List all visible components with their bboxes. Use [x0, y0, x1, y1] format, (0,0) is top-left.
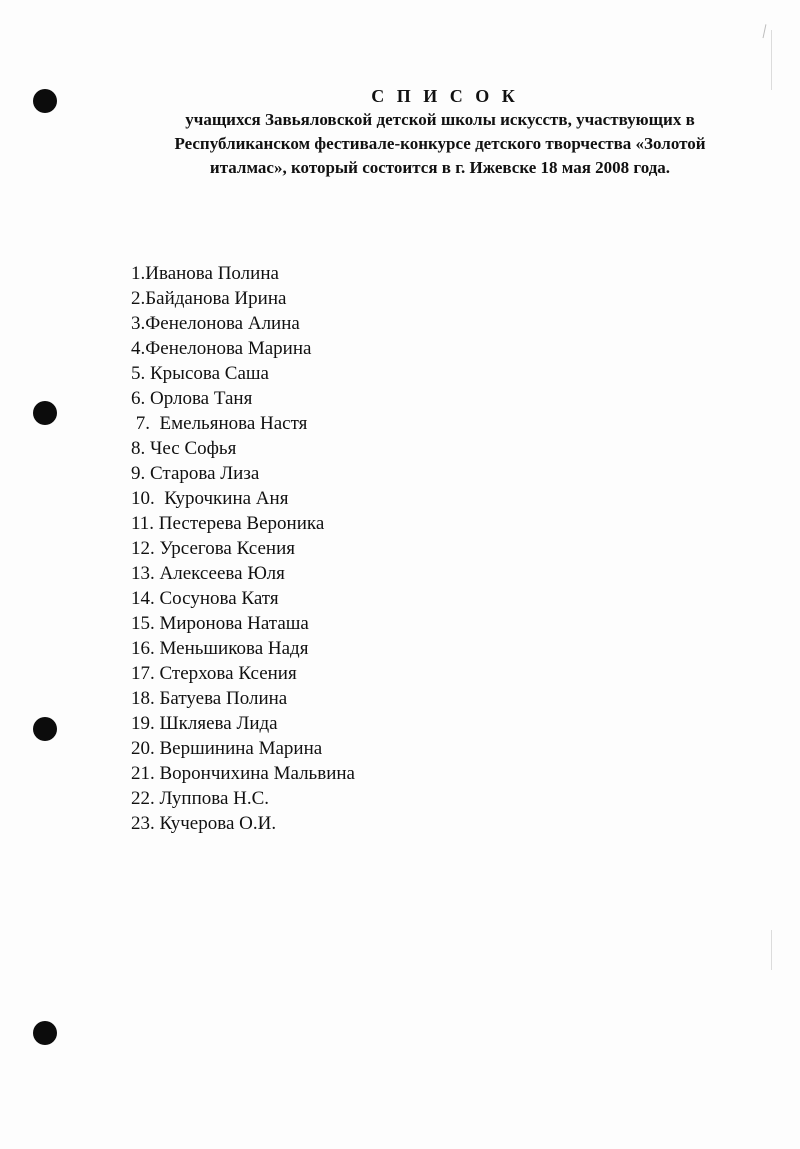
participant-item: 15. Миронова Наташа	[131, 613, 309, 634]
participant-item: 9. Старова Лиза	[131, 463, 260, 484]
scan-edge-line	[771, 930, 772, 970]
participant-item: 13. Алексеева Юля	[131, 563, 285, 584]
document-title: С П И С О К	[371, 86, 519, 106]
punch-hole	[33, 1021, 57, 1045]
participant-item: 8. Чес Софья	[131, 438, 237, 459]
document-subtitle-line: учащихся Завьяловской детской школы искусств, участвующих в	[185, 110, 695, 129]
punch-hole	[33, 401, 57, 425]
participant-item: 1.Иванова Полина	[131, 263, 279, 284]
document-subtitle-line: Республиканском фестивале-конкурсе детского творчества «Золотой	[174, 134, 706, 153]
participant-item: 23. Кучерова О.И.	[131, 813, 277, 834]
participant-item: 3.Фенелонова Алина	[131, 313, 300, 334]
participant-item: 2.Байданова Ирина	[131, 288, 287, 309]
participant-item: 12. Урсегова Ксения	[131, 538, 295, 559]
participant-item: 7. Емельянова Настя	[131, 413, 308, 434]
participant-item: 14. Сосунова Катя	[131, 588, 279, 609]
participant-list	[131, 261, 355, 836]
punch-hole	[33, 717, 57, 741]
participant-item: 21. Ворончихина Мальвина	[131, 763, 355, 784]
participant-item: 6. Орлова Таня	[131, 388, 253, 409]
document-subtitle-line: италмас», который состоится в г. Ижевске 18 мая 2008 года.	[209, 158, 671, 177]
scan-edge-line	[771, 30, 772, 90]
punch-hole	[33, 89, 57, 113]
participant-item: 20. Вершинина Марина	[131, 738, 323, 759]
participant-item: 22. Луппова Н.С.	[131, 788, 270, 809]
participant-item: 4.Фенелонова Марина	[131, 338, 312, 359]
participant-item: 19. Шкляева Лида	[131, 713, 278, 734]
participant-item: 11. Пестерева Вероника	[131, 513, 325, 534]
participant-item: 18. Батуева Полина	[131, 688, 288, 709]
scan-mark	[761, 24, 767, 38]
participant-item: 17. Стерхова Ксения	[131, 663, 297, 684]
participant-item: 5. Крысова Саша	[131, 363, 269, 384]
participant-item: 10. Курочкина Аня	[131, 488, 289, 509]
participant-item: 16. Меньшикова Надя	[131, 638, 309, 659]
document-header	[100, 84, 780, 180]
